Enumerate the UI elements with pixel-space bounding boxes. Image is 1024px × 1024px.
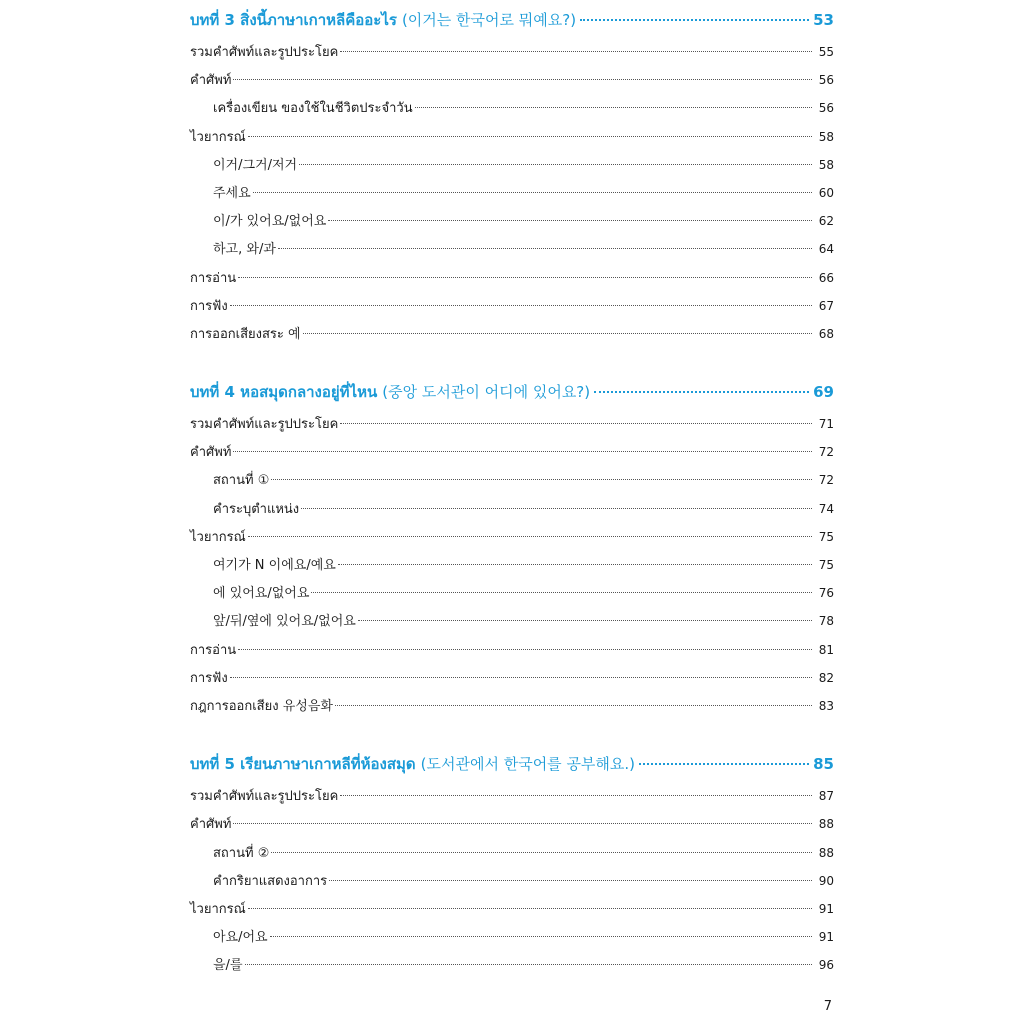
- entry-text: การออกเสียงสระ 예: [190, 326, 301, 342]
- dot-leader: [271, 851, 812, 853]
- entry-text: กฎการออกเสียง 유성음화: [190, 698, 333, 714]
- toc-subentry[interactable]: [190, 579, 834, 607]
- dot-leader: [301, 507, 812, 509]
- toc-entry[interactable]: [190, 782, 834, 810]
- entry-page-number: 88: [818, 845, 834, 860]
- entry-text: 여기가 N 이에요/예요: [213, 558, 336, 573]
- dot-leader: [238, 276, 812, 278]
- dot-leader: [340, 794, 812, 796]
- toc-entry[interactable]: [190, 636, 834, 664]
- toc-entry[interactable]: [190, 692, 834, 720]
- chapter-section: [190, 750, 834, 979]
- dot-leader: [253, 191, 812, 193]
- entry-text: คำระบุตำแหน่ง: [213, 501, 300, 517]
- dot-leader: [335, 704, 812, 706]
- entry-text: คำศัพท์: [190, 73, 232, 89]
- dot-leader: [594, 390, 809, 393]
- toc-subentry[interactable]: [190, 951, 834, 979]
- toc-subentry[interactable]: [190, 207, 834, 235]
- entry-text: 을/를: [213, 958, 243, 974]
- toc-entry[interactable]: [190, 320, 834, 348]
- dot-leader: [328, 219, 812, 221]
- toc-entry[interactable]: [190, 895, 834, 923]
- chapter-heading[interactable]: [190, 378, 834, 406]
- entry-text: 이/가 있어요/없어요: [213, 214, 327, 230]
- entry-page-number: 64: [818, 242, 834, 257]
- entry-page-number: 76: [818, 586, 834, 601]
- entry-text: สถานที่ ①: [213, 473, 270, 489]
- entry-text: คำศัพท์: [190, 445, 232, 461]
- entry-page-number: 87: [818, 789, 834, 804]
- dot-leader: [340, 422, 812, 424]
- toc-entry[interactable]: [190, 438, 834, 466]
- entry-text: คำกริยาแสดงอาการ: [213, 873, 328, 889]
- chapter-title: บทที่ 3 สิ่งนี้ภาษาเกาหลีคืออะไร: [190, 11, 397, 29]
- dot-leader: [248, 907, 812, 909]
- toc-entry[interactable]: [190, 810, 834, 838]
- entry-page-number: 82: [818, 670, 834, 685]
- chapter-page-number: 85: [813, 755, 834, 774]
- entry-page-number: 58: [818, 157, 834, 172]
- dot-leader: [230, 304, 812, 306]
- dot-leader: [338, 563, 812, 565]
- page-number: 7: [823, 999, 832, 1014]
- toc-entry[interactable]: [190, 664, 834, 692]
- table-of-contents: [190, 6, 834, 1009]
- entry-page-number: 91: [818, 901, 834, 916]
- dot-leader: [233, 78, 812, 80]
- entry-page-number: 56: [818, 101, 834, 116]
- entry-page-number: 71: [818, 417, 834, 432]
- toc-subentry[interactable]: [190, 607, 834, 635]
- entry-page-number: 60: [818, 185, 834, 200]
- entry-page-number: 66: [818, 270, 834, 285]
- toc-subentry[interactable]: [190, 179, 834, 207]
- entry-page-number: 72: [818, 473, 834, 488]
- dot-leader: [358, 619, 812, 621]
- toc-entry[interactable]: [190, 292, 834, 320]
- toc-entry[interactable]: [190, 264, 834, 292]
- chapter-subtitle: (도서관에서 한국어를 공부해요.): [420, 755, 636, 774]
- toc-subentry[interactable]: [190, 151, 834, 179]
- chapter-subtitle: (이거는 한국어로 뭐예요?): [401, 11, 577, 29]
- toc-entry[interactable]: [190, 523, 834, 551]
- toc-subentry[interactable]: [190, 839, 834, 867]
- entry-page-number: 96: [818, 958, 834, 973]
- entry-page-number: 55: [818, 45, 834, 59]
- entry-page-number: 75: [818, 558, 834, 572]
- toc-subentry[interactable]: [190, 235, 834, 263]
- chapter-subtitle: (중앙 도서관이 어디에 있어요?): [382, 383, 591, 402]
- entry-text: 이거/그거/저거: [213, 157, 298, 173]
- dot-leader: [271, 478, 812, 480]
- toc-entry[interactable]: [190, 38, 834, 66]
- dot-leader: [415, 106, 812, 108]
- dot-leader: [580, 18, 809, 21]
- entry-page-number: 91: [818, 930, 834, 945]
- chapter-title: บทที่ 4 หอสมุดกลางอยู่ที่ไหน: [190, 383, 378, 402]
- dot-leader: [233, 822, 812, 824]
- dot-leader: [230, 676, 812, 678]
- entry-page-number: 58: [818, 129, 834, 144]
- entry-page-number: 56: [818, 73, 834, 88]
- toc-entry[interactable]: [190, 410, 834, 438]
- toc-subentry[interactable]: [190, 94, 834, 122]
- entry-text: ไวยากรณ์: [190, 529, 246, 545]
- entry-text: การอ่าน: [190, 642, 237, 658]
- entry-text: ไวยากรณ์: [190, 129, 246, 145]
- entry-page-number: 62: [818, 214, 834, 229]
- entry-page-number: 90: [818, 873, 834, 888]
- dot-leader: [238, 648, 812, 650]
- toc-subentry[interactable]: [190, 495, 834, 523]
- entry-text: 하고, 와/과: [213, 242, 276, 258]
- dot-leader: [639, 762, 809, 765]
- entry-text: 아요/어요: [213, 930, 268, 946]
- entry-page-number: 68: [818, 326, 834, 341]
- dot-leader: [311, 591, 812, 593]
- chapter-heading[interactable]: [190, 6, 834, 34]
- entry-text: 에 있어요/없어요: [213, 586, 310, 602]
- entry-text: สถานที่ ②: [213, 845, 270, 861]
- dot-leader: [329, 879, 812, 881]
- chapter-title: บทที่ 5 เรียนภาษาเกาหลีที่ห้องสมุด: [190, 755, 416, 774]
- entry-page-number: 75: [818, 529, 834, 544]
- dot-leader: [248, 135, 812, 137]
- entry-text: การอ่าน: [190, 270, 237, 286]
- chapter-heading[interactable]: [190, 750, 834, 778]
- dot-leader: [299, 163, 812, 165]
- entry-text: การฟัง: [190, 670, 228, 686]
- entry-text: รวมคำศัพท์และรูปประโยค: [190, 417, 339, 433]
- dot-leader: [245, 963, 813, 965]
- toc-entry[interactable]: [190, 66, 834, 94]
- entry-text: รวมคำศัพท์และรูปประโยค: [190, 45, 339, 60]
- toc-entry[interactable]: [190, 123, 834, 151]
- entry-page-number: 67: [818, 298, 834, 313]
- dot-leader: [233, 450, 812, 452]
- entry-text: 앞/뒤/옆에 있어요/없어요: [213, 614, 356, 630]
- toc-subentry[interactable]: [190, 466, 834, 494]
- entry-page-number: 83: [818, 698, 834, 713]
- chapter-section: [190, 6, 834, 348]
- toc-subentry[interactable]: [190, 923, 834, 951]
- entry-page-number: 88: [818, 817, 834, 832]
- entry-page-number: 72: [818, 445, 834, 460]
- entry-text: รวมคำศัพท์และรูปประโยค: [190, 789, 339, 805]
- entry-page-number: 74: [818, 501, 834, 516]
- chapter-page-number: 69: [813, 383, 834, 402]
- dot-leader: [278, 247, 812, 249]
- entry-text: การฟัง: [190, 298, 228, 314]
- entry-text: คำศัพท์: [190, 817, 232, 833]
- dot-leader: [248, 535, 812, 537]
- entry-text: 주세요: [213, 185, 251, 201]
- dot-leader: [303, 332, 812, 334]
- entry-text: เครื่องเขียน ของใช้ในชีวิตประจำวัน: [213, 101, 413, 117]
- toc-subentry[interactable]: [190, 551, 834, 579]
- entry-page-number: 78: [818, 614, 834, 629]
- toc-subentry[interactable]: [190, 867, 834, 895]
- entry-page-number: 81: [818, 642, 834, 657]
- dot-leader: [340, 50, 812, 52]
- entry-text: ไวยากรณ์: [190, 901, 246, 917]
- chapter-page-number: 53: [813, 11, 834, 29]
- dot-leader: [270, 935, 812, 937]
- chapter-section: [190, 378, 834, 720]
